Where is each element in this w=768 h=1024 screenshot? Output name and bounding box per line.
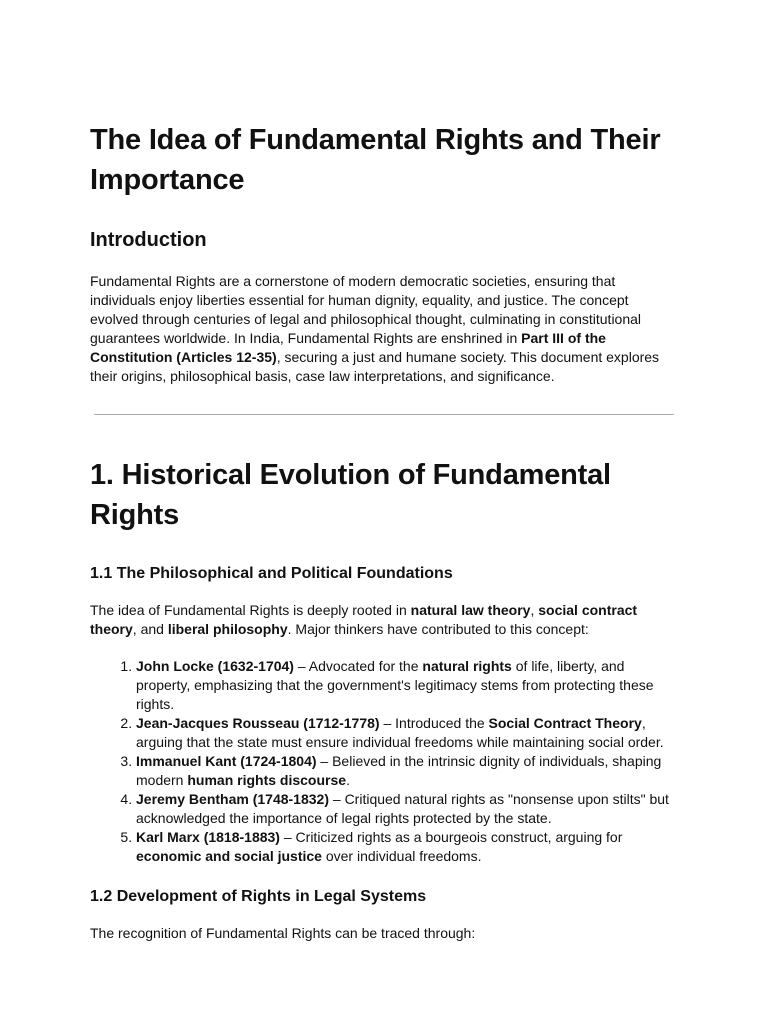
para-text: The idea of Fundamental Rights is deeply rooted in [90, 602, 411, 618]
section-divider [94, 414, 674, 415]
thinker-text: , arguing that the state must ensure individual freedoms while maintaining social order. [136, 715, 664, 750]
para-bold: natural law theory [410, 602, 531, 618]
thinker-text: . [346, 772, 350, 788]
list-item [136, 752, 678, 790]
thinker-bold: Social Contract Theory [488, 715, 642, 731]
thinker-bold: economic and social justice [136, 848, 322, 864]
para-text: , and [132, 621, 168, 637]
intro-heading: Introduction [90, 229, 207, 251]
document-title: The Idea of Fundamental Rights and Their Importance [90, 124, 661, 196]
thinker-bold: human rights discourse [187, 772, 347, 788]
section-1-heading: 1. Historical Evolution of Fundamental Rights [90, 459, 611, 531]
list-item [136, 714, 678, 752]
intro-text-2: , securing a just and humane society. This document explores their origins, philosophical basis, case law interpretations, and significance. [90, 349, 660, 384]
para-bold: social contract theory [90, 602, 638, 637]
para-bold: liberal philosophy [167, 621, 288, 637]
intro-text-1: Fundamental Rights are a cornerstone of modern democratic societies, ensuring that individuals enjoy liberties essential for human dignity, equality, and justice. The concept evolved through centuries of legal and philosophical thought, culminating in constitutional guarantees worldwide. In India, Fundamental Rights are enshrined in [90, 273, 642, 346]
subsection-1-1-heading: 1.1 The Philosophical and Political Foundations [90, 565, 453, 582]
thinker-name: Jean-Jacques Rousseau (1712-1778) [136, 715, 380, 731]
thinker-name: John Locke (1632-1704) [136, 658, 294, 674]
intro-text-bold: Part III of the Constitution (Articles 12-35) [90, 330, 606, 365]
thinker-name: Jeremy Bentham (1748-1832) [136, 791, 329, 807]
thinkers-list [90, 657, 678, 866]
thinker-text: – Critiqued natural rights as "nonsense upon stilts" but acknowledged the importance of legal rights protected by the state. [136, 791, 669, 826]
para-text: , [530, 602, 539, 618]
thinker-text: of life, liberty, and property, emphasizing that the government's legitimacy stems from protecting these rights. [136, 658, 654, 712]
thinker-bold: natural rights [422, 658, 512, 674]
thinker-text: – Criticized rights as a bourgeois construct, arguing for [279, 829, 623, 845]
thinker-text: – Believed in the intrinsic dignity of individuals, shaping modern [136, 753, 662, 788]
list-item [136, 828, 678, 866]
thinker-text: over individual freedoms. [321, 848, 482, 864]
subsection-1-2-heading: 1.2 Development of Rights in Legal Systems [90, 888, 427, 905]
subsection-1-2-paragraph: The recognition of Fundamental Rights can be traced through: [90, 925, 476, 941]
thinker-text: – Introduced the [379, 715, 489, 731]
subsection-1-1-paragraph [90, 601, 678, 639]
list-item [136, 790, 678, 828]
thinker-text: – Advocated for the [293, 658, 423, 674]
intro-paragraph [90, 272, 678, 386]
list-item [136, 657, 678, 714]
para-text: . Major thinkers have contributed to this concept: [287, 621, 589, 637]
thinker-name: Karl Marx (1818-1883) [136, 829, 280, 845]
thinker-name: Immanuel Kant (1724-1804) [136, 753, 317, 769]
